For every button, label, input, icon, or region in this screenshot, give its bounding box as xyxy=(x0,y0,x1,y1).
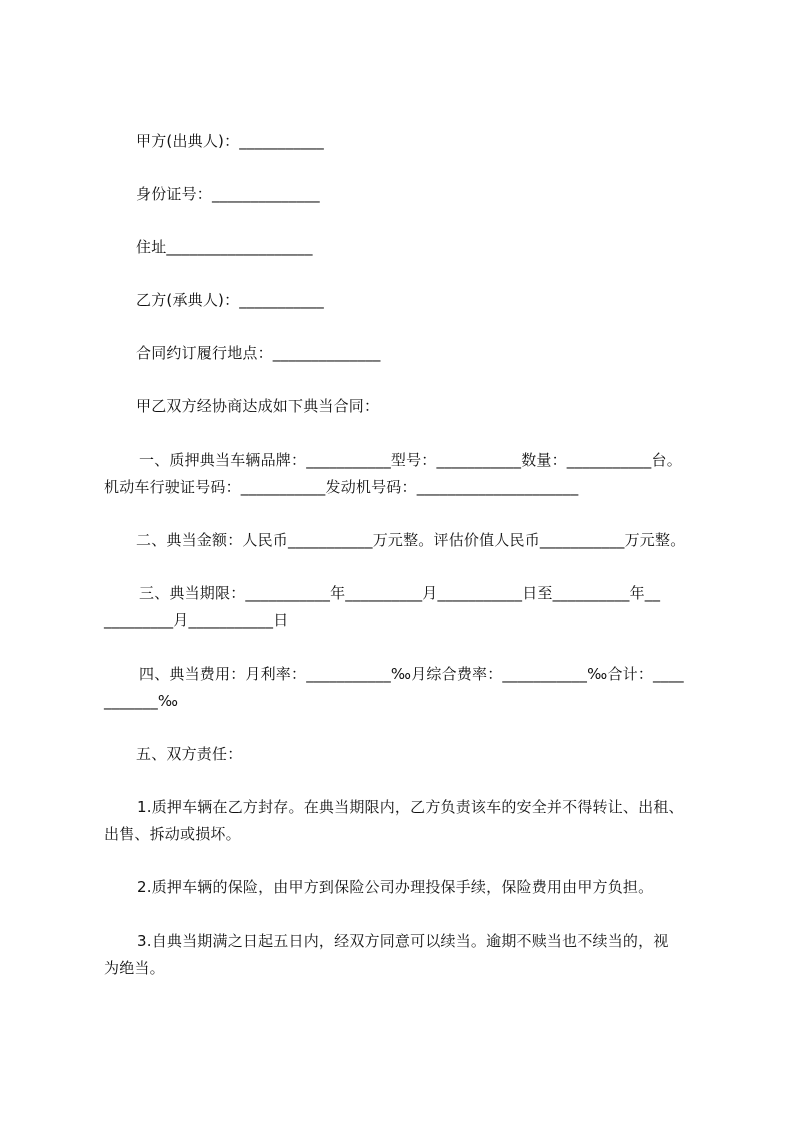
item-1-line-1: 1.质押车辆在乙方封存。在典当期限内，乙方负责该车的安全并不得转让、出租、 xyxy=(137,798,684,816)
sign-place-line: 合同约订履行地点：______________ xyxy=(136,344,381,362)
party-a-line: 甲方(出典人)：___________ xyxy=(136,132,325,150)
clause-4-line-2: _______‰ xyxy=(104,692,179,710)
id-number-line: 身份证号：______________ xyxy=(136,185,320,203)
item-3-line-1: 3.自典当期满之日起五日内，经双方同意可以续当。逾期不赎当也不续当的，视 xyxy=(137,932,669,950)
item-3-line-2: 为绝当。 xyxy=(104,959,165,977)
item-1-line-2: 出售、拆动或损坏。 xyxy=(104,825,241,843)
clause-3-line-2: _________月___________日 xyxy=(104,611,289,629)
clause-2-line: 二、典当金额：人民币___________万元整。评估价值人民币___________万元整。 xyxy=(136,531,686,549)
clause-1-line-2: 机动车行驶证号码：___________发动机号码：_____________________ xyxy=(104,478,579,496)
item-2-line: 2.质押车辆的保险，由甲方到保险公司办理投保手续，保险费用由甲方负担。 xyxy=(137,878,654,896)
clause-1-line-1: 一、质押典当车辆品牌：___________型号：___________数量：___________台。 xyxy=(139,451,682,469)
clause-5-title: 五、双方责任： xyxy=(136,745,243,763)
party-b-line: 乙方(承典人)：___________ xyxy=(136,291,325,309)
intro-line: 甲乙双方经协商达成如下典当合同： xyxy=(136,397,380,415)
clause-3-line-1: 三、典当期限：___________年__________月___________日至__________年__ xyxy=(139,584,661,602)
clause-4-line-1: 四、典当费用：月利率：___________‰月综合费率：___________‰合计：____ xyxy=(139,665,684,683)
address-line: 住址___________________ xyxy=(136,238,313,256)
